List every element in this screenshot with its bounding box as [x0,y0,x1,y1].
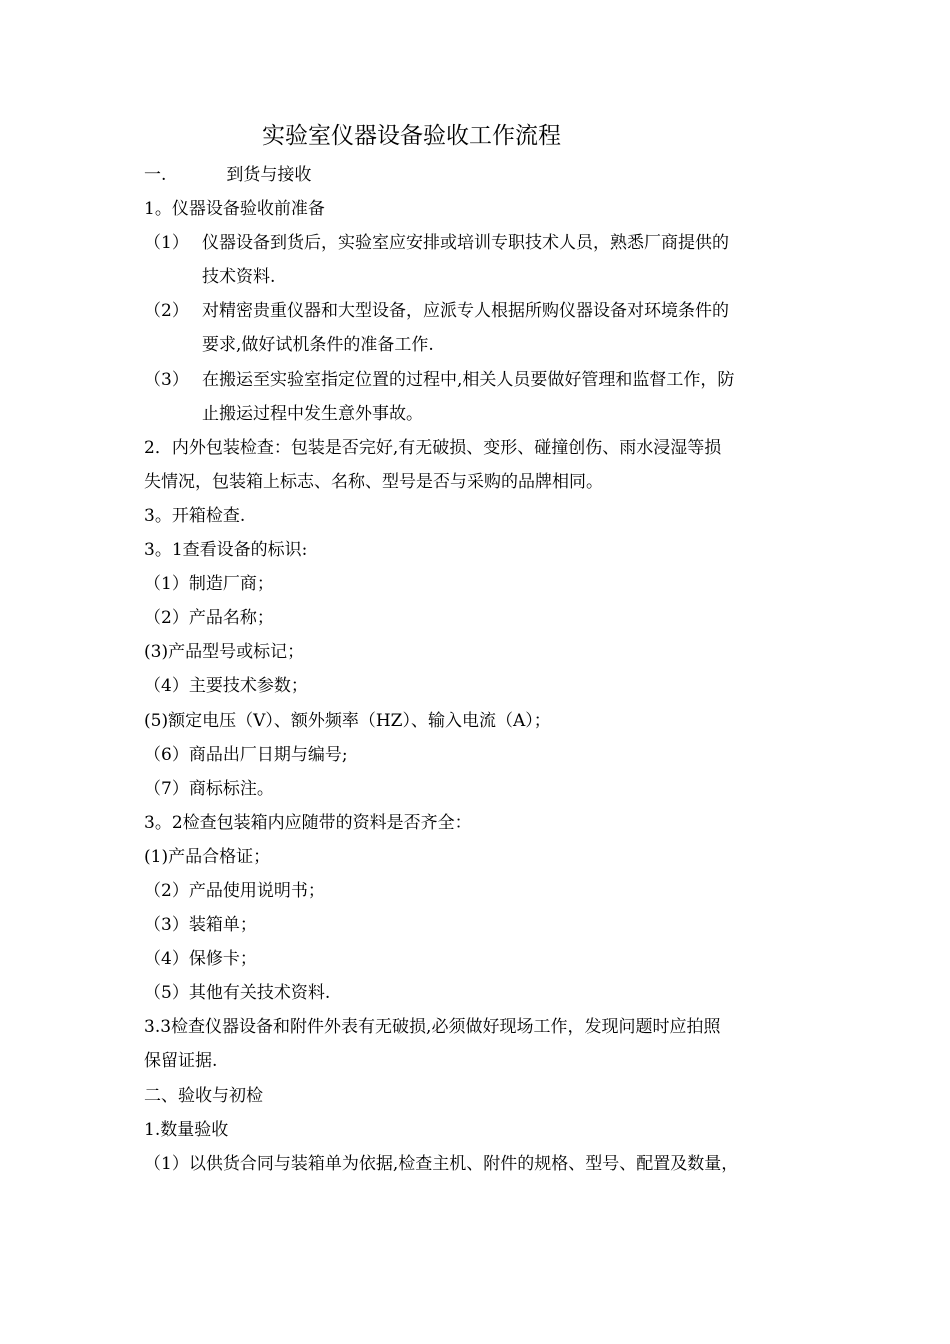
prep-item-number: （1） [144,233,189,254]
subsection-2-1-item-1: （1）以供货合同与装箱单为依据,检查主机、附件的规格、型号、配置及数量， [144,1153,739,1174]
section-1-number: 一. [144,165,167,185]
document-body [144,158,809,1181]
id-item: （6）商品出厂日期与编号; [144,744,348,765]
prep-item-text-line1: 仪器设备到货后，实验室应安排或培训专职技术人员，熟悉厂商提供的 [202,233,729,254]
id-item: （2）产品名称； [144,608,274,629]
id-item: （1）制造厂商； [144,574,274,595]
subsection-1-3-1: 3。1查看设备的标识: [144,540,308,561]
prep-item-2 [144,294,809,362]
id-item: （7）商标标注。 [144,778,274,799]
id-item: （4）主要技术参数； [144,676,308,697]
doc-item: （4）保修卡； [144,949,257,970]
id-item: (3)产品型号或标记； [144,642,305,663]
prep-item-3 [144,363,809,431]
prep-item-text-line2: 要求,做好试机条件的准备工作. [202,335,434,356]
subsection-1-3: 3。开箱检查. [144,505,246,526]
subsection-1-3-2: 3。2检查包装箱内应随带的资料是否齐全： [144,812,472,833]
prep-item-text-line1: 在搬运至实验室指定位置的过程中,相关人员要做好管理和监督工作，防 [202,369,735,390]
subsection-1-1: 1。仪器设备验收前准备 [144,199,325,220]
prep-item-number: （3） [144,369,189,390]
section-1-heading [144,158,809,192]
doc-item: (1)产品合格证； [144,846,271,867]
doc-item: （3）装箱单； [144,915,257,936]
subsection-2-1: 1.数量验收 [144,1119,229,1140]
doc-item: （2）产品使用说明书； [144,880,325,901]
prep-item-1 [144,226,809,294]
subsection-1-2-line1: 2．内外包装检查：包装是否完好,有无破损、变形、碰撞创伤、雨水浸湿等损 [144,437,722,458]
section-2-heading: 二、验收与初检 [144,1085,263,1106]
document-title: 实验室仪器设备验收工作流程 [262,123,561,149]
prep-item-text-line2: 技术资料. [202,267,276,288]
prep-item-text-line2: 止搬运过程中发生意外事故。 [202,403,423,424]
section-1-title: 到货与接收 [226,165,312,185]
prep-item-text-line1: 对精密贵重仪器和大型设备，应派专人根据所购仪器设备对环境条件的 [202,301,729,322]
subsection-1-3-3-line1: 3.3检查仪器设备和附件外表有无破损,必须做好现场工作，发现问题时应拍照 [144,1017,721,1038]
subsection-1-2-line2: 失情况，包装箱上标志、名称、型号是否与采购的品牌相同。 [144,471,603,492]
prep-item-number: （2） [144,301,189,322]
subsection-1-3-3-line2: 保留证据. [144,1051,218,1072]
id-item: (5)额定电压（V）、额外频率（HZ）、输入电流（A）； [144,710,551,731]
doc-item: （5）其他有关技术资料. [144,983,331,1004]
